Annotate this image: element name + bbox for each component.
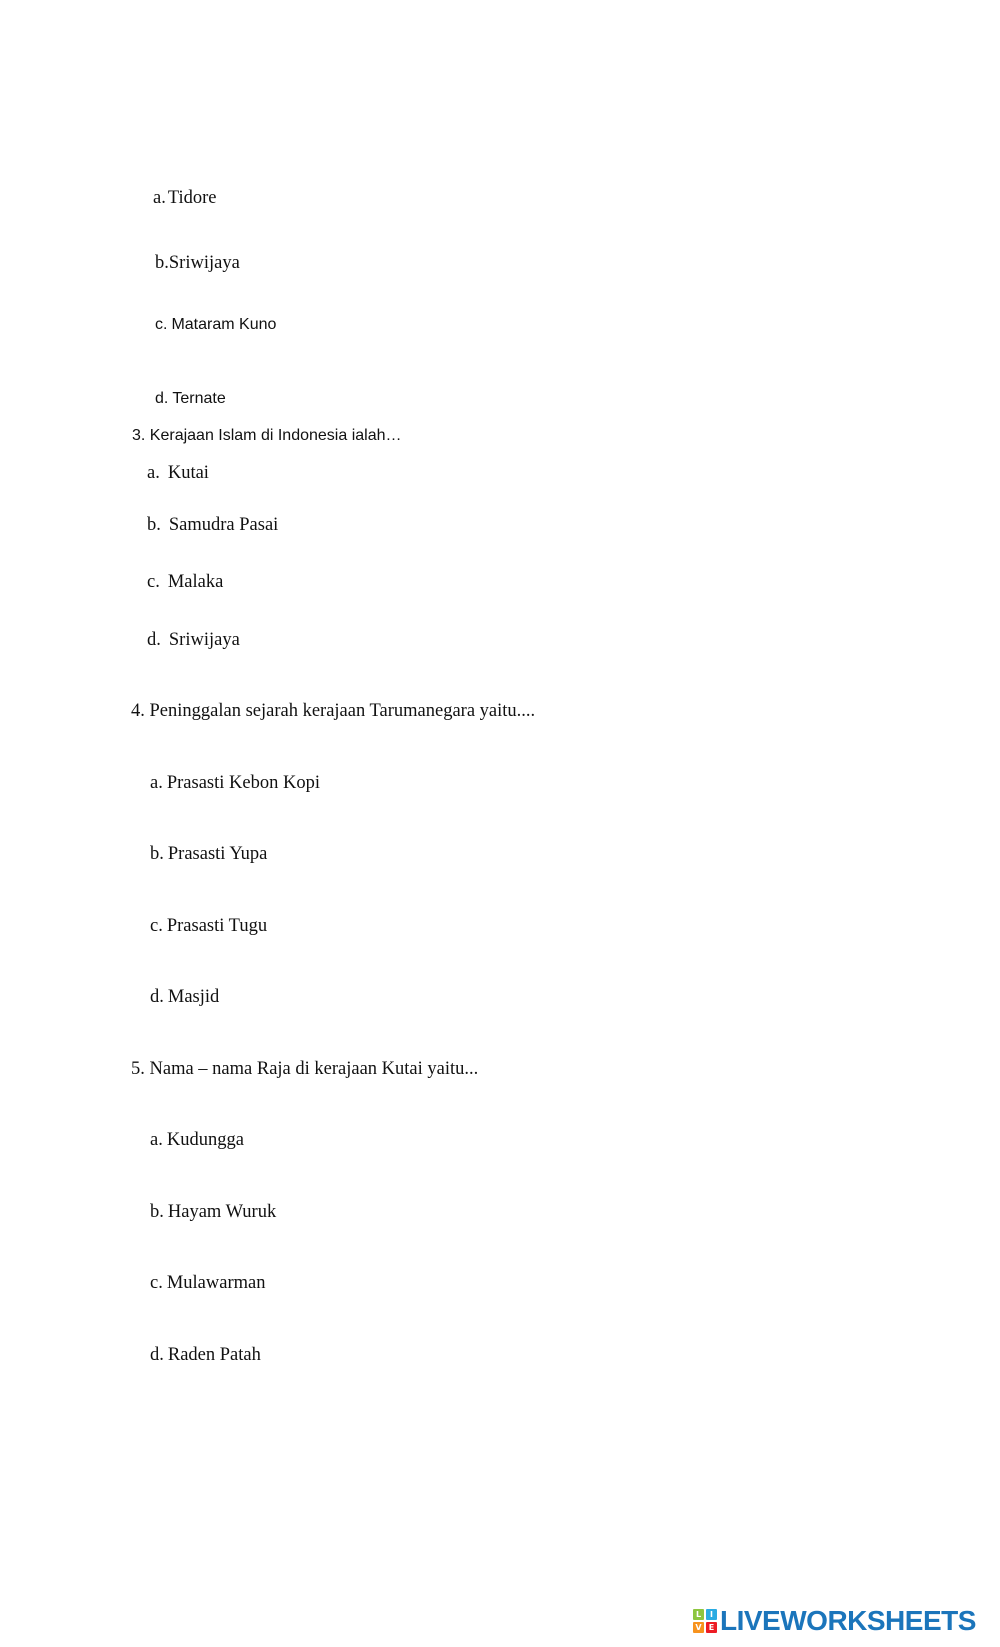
option-marker: b. (150, 1202, 164, 1222)
liveworksheets-logo (693, 1606, 976, 1636)
question-prompt: 5. Nama – nama Raja di kerajaan Kutai yaitu... (131, 1059, 479, 1079)
option-text: Mataram Kuno (171, 316, 277, 333)
option-marker: d. (147, 630, 161, 650)
option-item[interactable] (147, 573, 223, 592)
question-prompt: 3. Kerajaan Islam di Indonesia ialah… (132, 427, 402, 444)
option-text: Tidore (167, 188, 217, 208)
logo-block: E (706, 1622, 717, 1633)
option-text: Masjid (167, 987, 220, 1007)
option-marker: d. (155, 390, 169, 407)
logo-block: I (706, 1609, 717, 1620)
option-marker: a. (150, 773, 163, 793)
option-marker: c. (147, 572, 160, 592)
option-item[interactable] (150, 1346, 261, 1365)
option-text: Raden Patah (167, 1345, 261, 1365)
option-item[interactable] (155, 391, 226, 407)
option-item[interactable] (150, 917, 267, 936)
option-text: Kutai (167, 463, 209, 483)
option-item[interactable] (150, 1131, 244, 1150)
question-prompt: 4. Peninggalan sejarah kerajaan Tarumanegara yaitu.... (131, 701, 536, 721)
option-marker: c. (150, 916, 163, 936)
option-marker: a. (153, 188, 166, 208)
logo-block: L (693, 1609, 704, 1620)
option-marker: d. (150, 987, 164, 1007)
option-item[interactable] (147, 464, 209, 483)
option-item[interactable] (153, 189, 217, 208)
option-text: Samudra Pasai (168, 515, 279, 535)
option-marker: c. (150, 1273, 163, 1293)
option-item[interactable] (150, 988, 219, 1007)
option-item[interactable] (150, 845, 267, 864)
option-text: Malaka (167, 572, 224, 592)
option-item[interactable] (155, 317, 276, 333)
option-text: Sriwijaya (168, 253, 240, 273)
logo-block: V (693, 1622, 704, 1633)
option-text: Prasasti Kebon Kopi (166, 773, 320, 793)
option-marker: b. (150, 844, 164, 864)
option-item[interactable] (155, 254, 240, 273)
logo-blocks-icon (693, 1609, 717, 1633)
option-marker: a. (147, 463, 160, 483)
option-item[interactable] (150, 1274, 265, 1293)
option-text: Mulawarman (166, 1273, 266, 1293)
option-marker: b. (155, 253, 169, 273)
option-text: Hayam Wuruk (167, 1202, 277, 1222)
option-marker: b. (147, 515, 161, 535)
option-text: Prasasti Tugu (166, 916, 268, 936)
option-text: Sriwijaya (168, 630, 240, 650)
option-marker: d. (150, 1345, 164, 1365)
option-marker: a. (150, 1130, 163, 1150)
option-marker: c. (155, 316, 168, 333)
option-item[interactable] (147, 631, 240, 650)
option-text: Kudungga (166, 1130, 244, 1150)
option-item[interactable] (150, 1203, 276, 1222)
logo-text: LIVEWORKSHEETS (720, 1605, 976, 1636)
option-item[interactable] (150, 774, 320, 793)
option-item[interactable] (147, 516, 278, 535)
option-text: Prasasti Yupa (167, 844, 268, 864)
option-text: Ternate (172, 390, 226, 407)
